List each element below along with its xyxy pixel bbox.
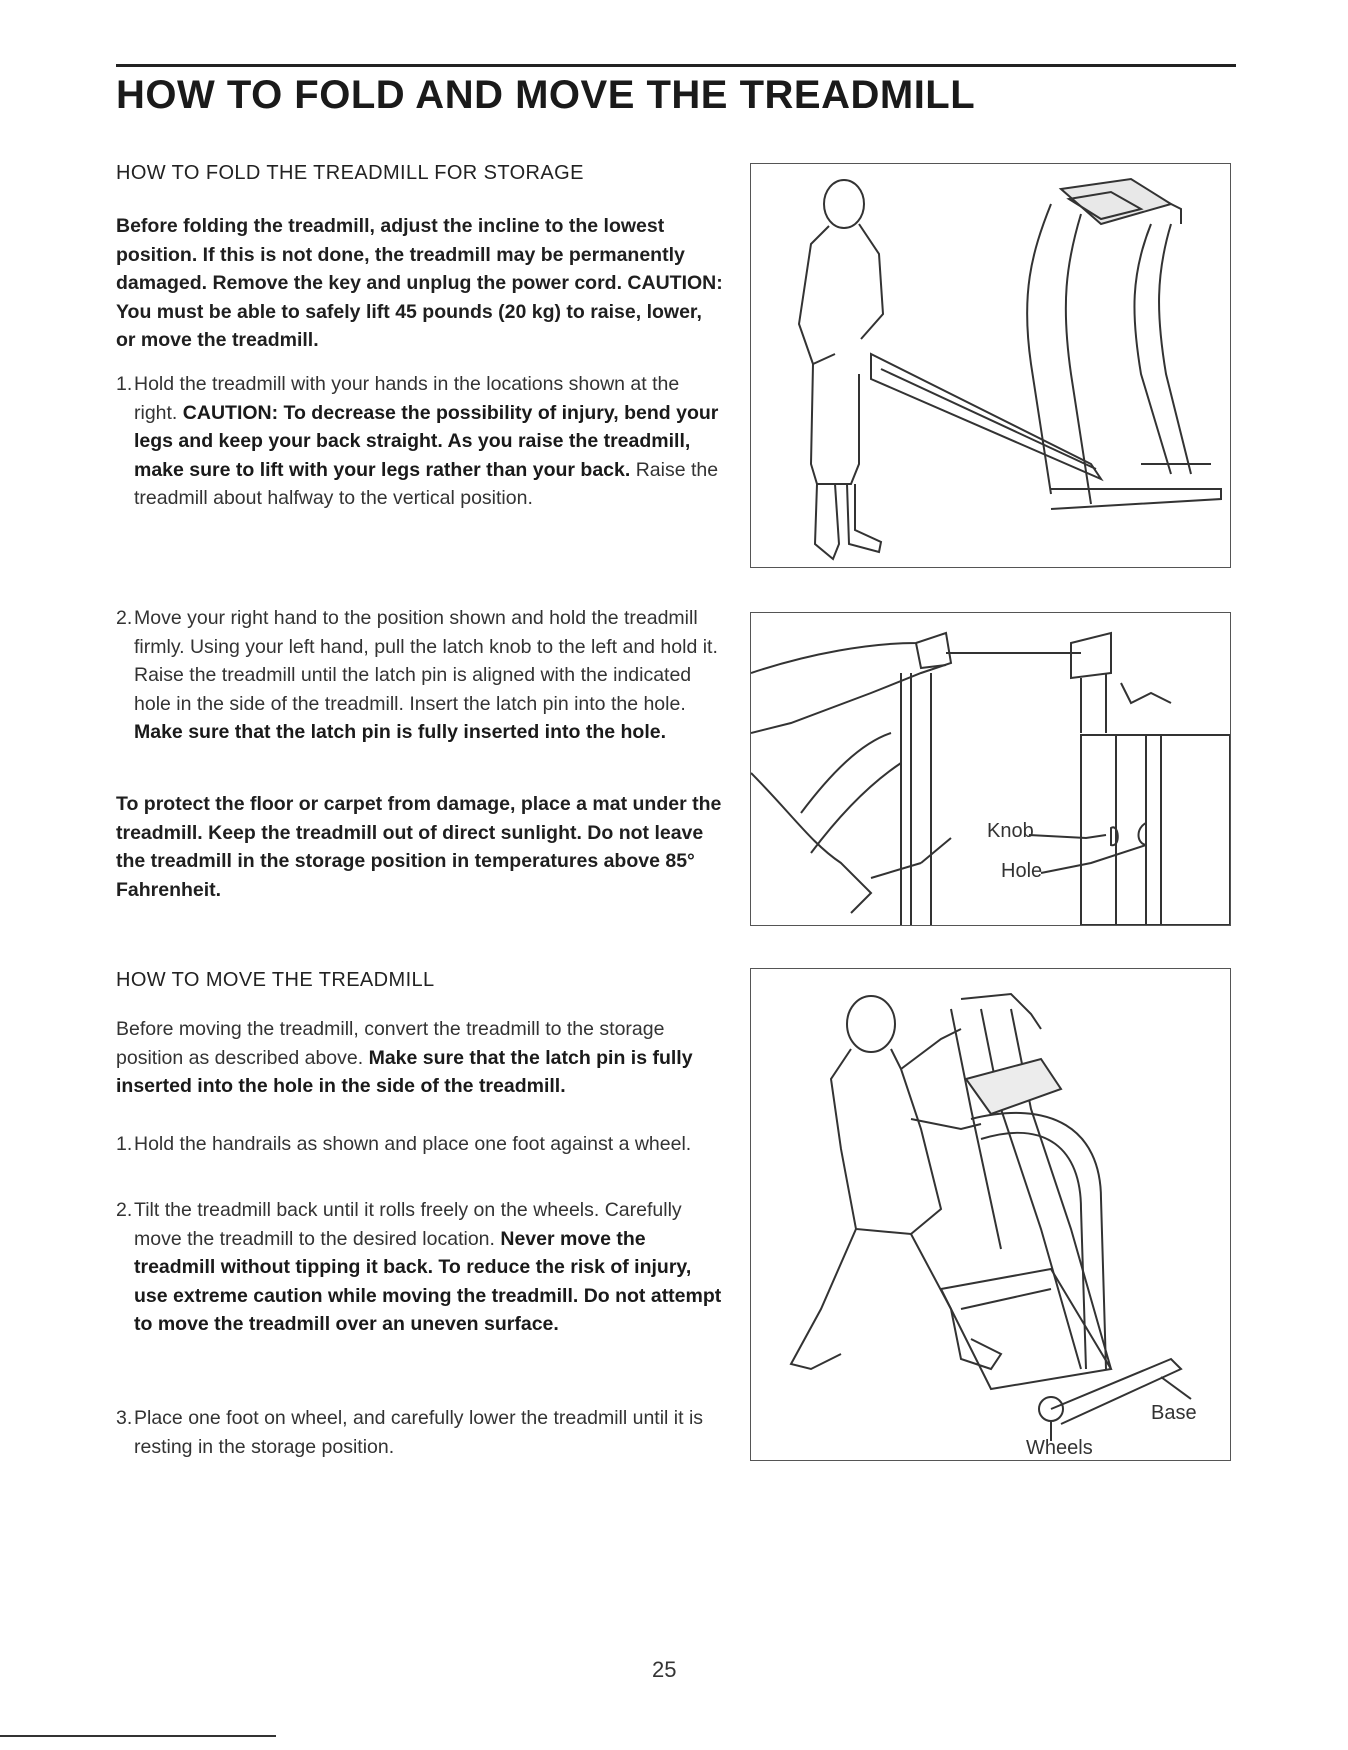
step-number: 2. [116, 607, 133, 629]
step-caution: Never move the treadmill without tipping it back. To reduce the risk of injury, use extreme caution while moving the treadmill. Do not attempt to move the treadmill over an uneven surface. [134, 1227, 722, 1335]
step-caution: CAUTION: To decrease the possibility of injury, bend your legs and keep your back straight. As you raise the treadmill, make sure to lift with your legs rather than your back. [134, 401, 719, 481]
wheels-label: Wheels [1026, 1437, 1093, 1459]
step-text-end: Raise the treadmill about halfway to the vertical position. [134, 458, 719, 509]
move-illustration [751, 969, 1230, 1460]
move-step-2 [116, 1196, 724, 1339]
step-caution: Make sure that the latch pin is fully inserted into the hole. [134, 721, 667, 743]
move-intro-text: Before moving the treadmill, convert the treadmill to the storage position as described above. [116, 1018, 665, 1069]
page-number: 25 [652, 1657, 677, 1682]
move-section-heading: HOW TO MOVE THE TREADMILL [116, 969, 435, 991]
fold-step-2 [116, 604, 724, 747]
move-intro-bold: Make sure that the latch pin is fully inserted into the hole in the side of the treadmill. [116, 1046, 693, 1097]
move-intro [116, 1015, 724, 1101]
knob-label: Knob [987, 820, 1034, 842]
fold-step-1 [116, 370, 724, 513]
hole-label: Hole [1001, 860, 1043, 882]
step-number: 3. [116, 1407, 133, 1429]
step-text: Move your right hand to the position shown and hold the treadmill firmly. Using your left hand, pull the latch knob to the left and hold it. Raise the treadmill until the latch pin is aligned with the indicated hole in the side of the treadmill. Insert the latch pin into the hole. [134, 607, 718, 715]
page-title: HOW TO FOLD AND MOVE THE TREADMILL [116, 64, 1236, 118]
fold-section-heading: HOW TO FOLD THE TREADMILL FOR STORAGE [116, 162, 584, 184]
storage-caution-note: To protect the floor or carpet from damage, place a mat under the treadmill. Keep the treadmill out of direct sunlight. Do not leave the treadmill in the storage position in temperatures above 85° Fahrenheit. [116, 793, 722, 901]
step-text: Tilt the treadmill back until it rolls freely on the wheels. Carefully move the treadmill to the desired location. [134, 1199, 682, 1250]
figure-lift-treadmill [750, 163, 1231, 568]
figure-move-treadmill [750, 968, 1231, 1461]
base-label: Base [1151, 1402, 1197, 1424]
latch-illustration [751, 613, 1230, 925]
lift-illustration [751, 164, 1230, 567]
footer-rule [0, 1735, 276, 1737]
step-text: Place one foot on wheel, and carefully lower the treadmill until it is resting in the storage position. [134, 1407, 704, 1458]
move-step-1 [116, 1130, 724, 1159]
step-text: Hold the treadmill with your hands in the locations shown at the right. [134, 373, 680, 424]
step-text: Hold the handrails as shown and place one foot against a wheel. [134, 1133, 692, 1155]
step-number: 1. [116, 1133, 133, 1155]
fold-intro: Before folding the treadmill, adjust the incline to the lowest position. If this is not done, the treadmill may be permanently damaged. Remove the key and unplug the power cord. CAUTION: You must be able to safely lift 45 pounds (20 kg) to raise, lower, or move the treadmill. [116, 215, 723, 351]
step-number: 2. [116, 1199, 133, 1221]
move-step-3 [116, 1404, 724, 1461]
step-number: 1. [116, 373, 133, 395]
figure-latch-pin [750, 612, 1231, 926]
